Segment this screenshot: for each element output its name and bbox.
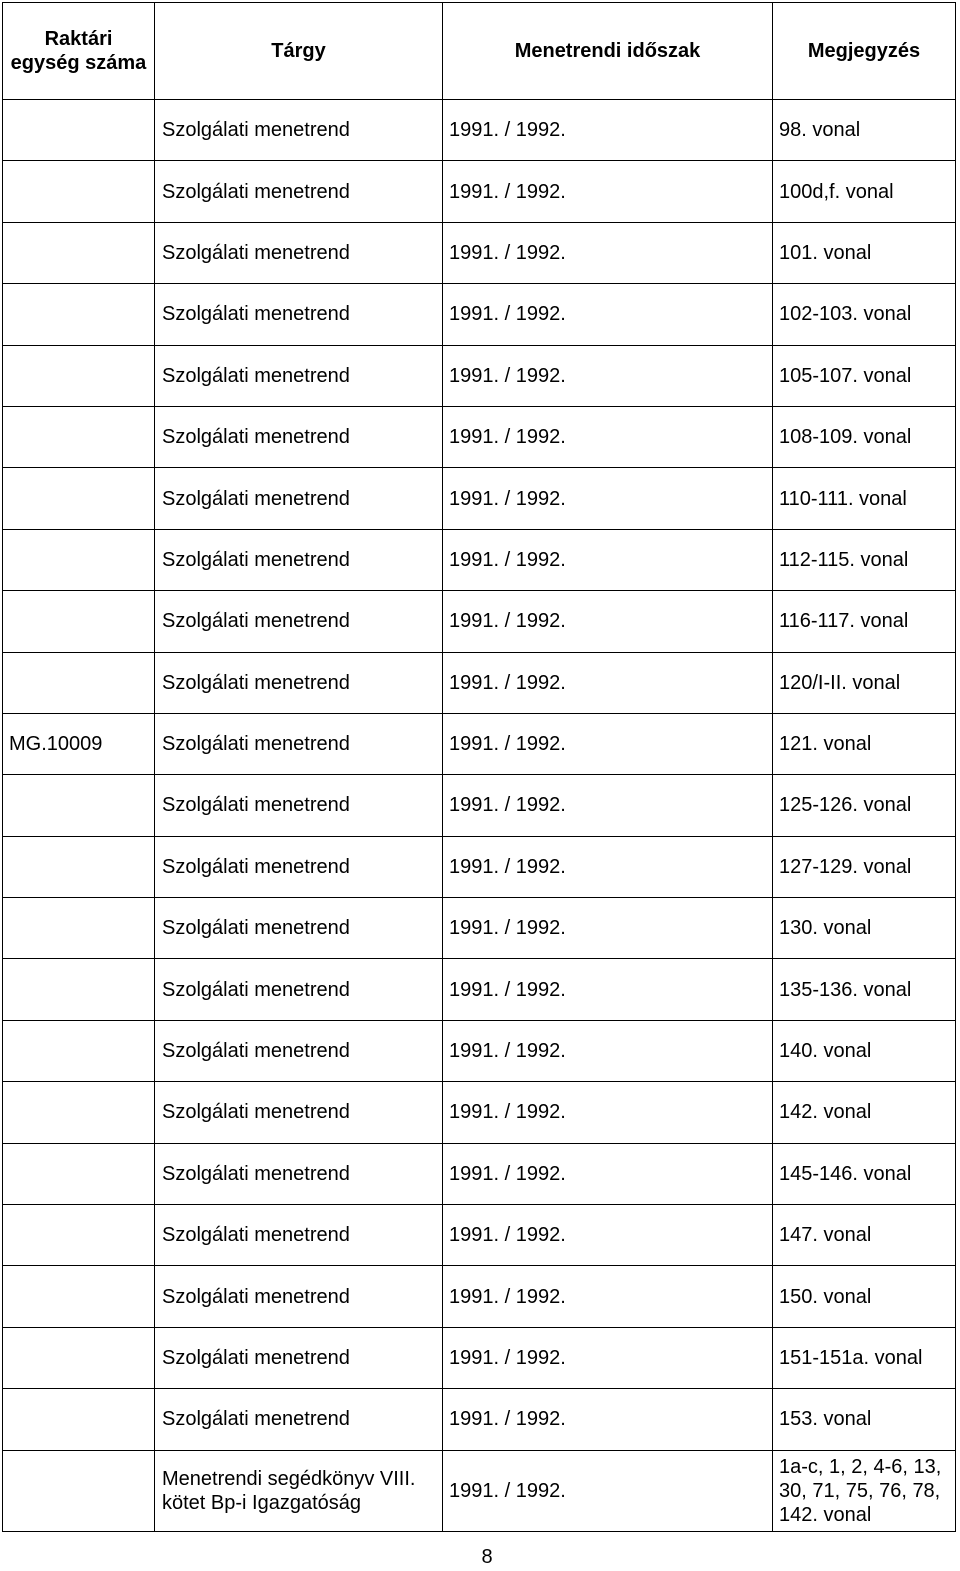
table-row [3,222,956,283]
cell-note: 125-126. vonal [773,775,956,836]
cell-note: 102-103. vonal [773,284,956,345]
cell-subject: Szolgálati menetrend [155,161,443,222]
cell-unit [3,1205,155,1266]
cell-note: 153. vonal [773,1389,956,1450]
cell-period: 1991. / 1992. [443,1389,773,1450]
cell-period: 1991. / 1992. [443,959,773,1020]
cell-note: 101. vonal [773,222,956,283]
cell-unit [3,284,155,345]
table-row [3,1205,956,1266]
cell-note: 116-117. vonal [773,591,956,652]
cell-subject: Szolgálati menetrend [155,898,443,959]
cell-note: 112-115. vonal [773,529,956,590]
header-unit: Raktári egység száma [3,3,155,100]
cell-note: 108-109. vonal [773,406,956,467]
table-row [3,591,956,652]
cell-note: 142. vonal [773,1082,956,1143]
cell-subject: Szolgálati menetrend [155,775,443,836]
cell-unit [3,100,155,161]
cell-note: 105-107. vonal [773,345,956,406]
table-row [3,100,956,161]
cell-period: 1991. / 1992. [443,468,773,529]
cell-unit [3,898,155,959]
cell-note: 147. vonal [773,1205,956,1266]
cell-subject: Szolgálati menetrend [155,959,443,1020]
cell-unit [3,652,155,713]
cell-unit [3,1389,155,1450]
table-row [3,959,956,1020]
cell-period: 1991. / 1992. [443,529,773,590]
cell-note: 127-129. vonal [773,836,956,897]
table-row [3,1020,956,1081]
cell-unit [3,1082,155,1143]
cell-subject: Szolgálati menetrend [155,1266,443,1327]
cell-period: 1991. / 1992. [443,1205,773,1266]
cell-unit [3,959,155,1020]
table-row [3,1143,956,1204]
cell-unit [3,345,155,406]
cell-note: 145-146. vonal [773,1143,956,1204]
cell-period: 1991. / 1992. [443,345,773,406]
cell-period: 1991. / 1992. [443,591,773,652]
cell-period: 1991. / 1992. [443,1020,773,1081]
cell-unit [3,529,155,590]
table-row [3,775,956,836]
cell-unit [3,1020,155,1081]
table-row [3,1082,956,1143]
cell-subject: Menetrendi segédkönyv VIII. kötet Bp-i Igazgatóság [155,1450,443,1531]
cell-note: 150. vonal [773,1266,956,1327]
table-row [3,1450,956,1531]
cell-unit [3,775,155,836]
cell-subject: Szolgálati menetrend [155,468,443,529]
cell-period: 1991. / 1992. [443,1082,773,1143]
cell-period: 1991. / 1992. [443,898,773,959]
cell-subject: Szolgálati menetrend [155,406,443,467]
cell-subject: Szolgálati menetrend [155,1020,443,1081]
cell-period: 1991. / 1992. [443,1143,773,1204]
table-row [3,284,956,345]
cell-subject: Szolgálati menetrend [155,1389,443,1450]
cell-note: 151-151a. vonal [773,1327,956,1388]
cell-period: 1991. / 1992. [443,406,773,467]
cell-subject: Szolgálati menetrend [155,836,443,897]
table-row [3,713,956,774]
table-row [3,1389,956,1450]
table-row [3,652,956,713]
table-header-row [3,3,956,100]
cell-unit [3,1266,155,1327]
cell-subject: Szolgálati menetrend [155,1143,443,1204]
table-body [3,100,956,1532]
table-row [3,406,956,467]
cell-period: 1991. / 1992. [443,284,773,345]
cell-subject: Szolgálati menetrend [155,1205,443,1266]
cell-note: 140. vonal [773,1020,956,1081]
table-row [3,898,956,959]
cell-subject: Szolgálati menetrend [155,222,443,283]
cell-period: 1991. / 1992. [443,1450,773,1531]
cell-period: 1991. / 1992. [443,1327,773,1388]
table-row [3,836,956,897]
cell-unit [3,1327,155,1388]
table-row [3,468,956,529]
cell-unit: MG.10009 [3,713,155,774]
cell-note: 130. vonal [773,898,956,959]
cell-period: 1991. / 1992. [443,652,773,713]
header-period: Menetrendi időszak [443,3,773,100]
cell-unit [3,591,155,652]
cell-subject: Szolgálati menetrend [155,591,443,652]
cell-subject: Szolgálati menetrend [155,713,443,774]
cell-note: 1a-c, 1, 2, 4-6, 13, 30, 71, 75, 76, 78, 142. vonal [773,1450,956,1531]
cell-note: 120/I-II. vonal [773,652,956,713]
table-row [3,1327,956,1388]
cell-period: 1991. / 1992. [443,713,773,774]
cell-period: 1991. / 1992. [443,836,773,897]
table-row [3,1266,956,1327]
cell-period: 1991. / 1992. [443,775,773,836]
cell-unit [3,222,155,283]
header-subject: Tárgy [155,3,443,100]
cell-unit [3,468,155,529]
cell-unit [3,1450,155,1531]
cell-note: 135-136. vonal [773,959,956,1020]
cell-period: 1991. / 1992. [443,100,773,161]
header-note: Megjegyzés [773,3,956,100]
cell-unit [3,161,155,222]
cell-unit [3,836,155,897]
table-row [3,529,956,590]
cell-note: 121. vonal [773,713,956,774]
page-number: 8 [481,1546,493,1568]
archive-table [2,2,956,1532]
cell-unit [3,406,155,467]
cell-subject: Szolgálati menetrend [155,284,443,345]
cell-period: 1991. / 1992. [443,222,773,283]
cell-subject: Szolgálati menetrend [155,345,443,406]
cell-note: 110-111. vonal [773,468,956,529]
cell-subject: Szolgálati menetrend [155,529,443,590]
cell-subject: Szolgálati menetrend [155,100,443,161]
cell-subject: Szolgálati menetrend [155,1082,443,1143]
cell-unit [3,1143,155,1204]
cell-note: 100d,f. vonal [773,161,956,222]
table-row [3,161,956,222]
cell-note: 98. vonal [773,100,956,161]
cell-period: 1991. / 1992. [443,161,773,222]
cell-subject: Szolgálati menetrend [155,652,443,713]
cell-subject: Szolgálati menetrend [155,1327,443,1388]
table-row [3,345,956,406]
cell-period: 1991. / 1992. [443,1266,773,1327]
